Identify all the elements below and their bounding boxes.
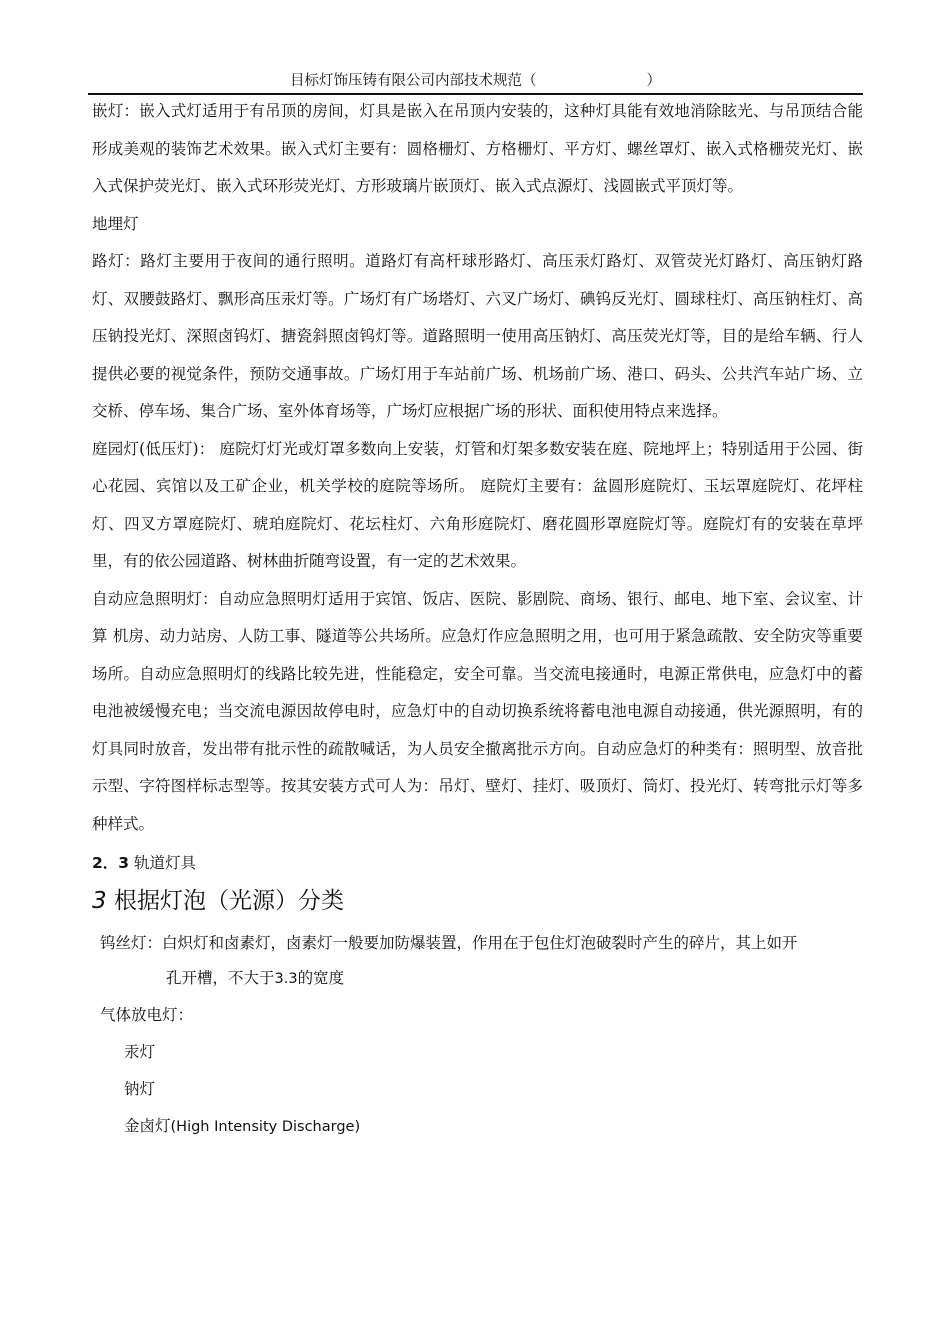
section-3-heading	[92, 882, 863, 920]
tungsten-line-2	[100, 961, 863, 997]
tungsten-line-2-num: 3.3	[274, 971, 298, 987]
section-2-3-heading	[92, 845, 863, 882]
list-item: 汞灯	[124, 1043, 156, 1061]
paragraph-buried-lights: 地埋灯	[92, 214, 139, 233]
document-body	[92, 93, 863, 1146]
metal-halide-label: 金卤灯	[124, 1117, 171, 1135]
page-header	[88, 69, 863, 95]
header-close-paren: ）	[646, 73, 661, 89]
paragraph-garden-lights: 庭园灯(低压灯)： 庭院灯灯光或灯罩多数向上安装，灯管和灯架多数安装在庭、院地坪上；特别适用于公园、街心花园、宾馆以及工矿企业，机关学校的庭院等场所。 庭院灯主要有：盆圆形庭院灯、玉坛罩庭院灯、花坪柱灯、四叉方罩庭院灯、琥珀庭院灯、花坛柱灯、六角形庭院灯、磨花圆形罩庭院灯等。庭院灯有的安装在草坪里，有的依公园道路、树林曲折随弯设置，有一定的艺术效果。	[92, 439, 863, 570]
tungsten-line-1: 钨丝灯：白炽灯和卤素灯，卤素灯一般要加防爆装置，作用在于包住灯泡破裂时产生的碎片，其上如开	[100, 934, 798, 952]
tungsten-line-2-pre: 孔开槽，不大于	[166, 969, 275, 987]
tungsten-lamp-block	[92, 926, 863, 997]
gas-discharge-label: 气体放电灯：	[100, 1006, 194, 1024]
list-item: 钠灯	[124, 1080, 156, 1098]
section-2-3-title: 轨道灯具	[129, 854, 197, 872]
paragraph-embedded-lights: 嵌灯：嵌入式灯适用于有吊顶的房间，灯具是嵌入在吊顶内安装的，这种灯具能有效地消除眩光、与吊顶结合能形成美观的装饰艺术效果。嵌入式灯主要有：圆格栅灯、方格栅灯、平方灯、螺丝罩灯、嵌入式格栅荧光灯、嵌入式保护荧光灯、嵌入式环形荧光灯、方形玻璃片嵌顶灯、嵌入式点源灯、浅圆嵌式平顶灯等。	[92, 102, 863, 195]
metal-halide-latin: (High Intensity Discharge)	[170, 1119, 361, 1135]
gas-discharge-block	[92, 997, 863, 1034]
section-2-3-number: 2．3	[92, 854, 130, 872]
list-item-metal-halide	[124, 1108, 863, 1146]
paragraph-emergency-lights: 自动应急照明灯：自动应急照明灯适用于宾馆、饭店、医院、影剧院、商场、银行、邮电、地下室、会议室、计算 机房、动力站房、人防工事、隧道等公共场所。应急灯作应急照明之用，也可用于紧急疏散、安全防灾等重要场所。自动应急照明灯的线路比较先进，性能稳定，安全可靠。当交流电接通时，电源正常供电，应急灯中的蓄电池被缓慢充电；当交流电源因故停电时，应急灯中的自动切换系统将蓄电池电源自动接通，供光源照明，有的灯具同时放音，发出带有批示性的疏散喊话，为人员安全撤离批示方向。自动应急灯的种类有：照明型、放音批示型、字符图样标志型等。按其安装方式可人为：吊灯、壁灯、挂灯、吸顶灯、筒灯、投光灯、转弯批示灯等多种样式。	[92, 589, 863, 833]
tungsten-line-2-post: 的宽度	[297, 969, 345, 987]
section-3-title: 根据灯泡（光源）分类	[106, 888, 344, 914]
header-title: 目标灯饰压铸有限公司内部技术规范（	[290, 73, 537, 89]
paragraph-street-lights: 路灯：路灯主要用于夜间的通行照明。道路灯有高杆球形路灯、高压汞灯路灯、双管荧光灯路灯、高压钠灯路灯、双腰鼓路灯、飘形高压汞灯等。广场灯有广场塔灯、六叉广场灯、碘钨反光灯、圆球柱灯、高压钠柱灯、高压钠投光灯、深照卤钨灯、搪瓷斜照卤钨灯等。道路照明一使用高压钠灯、高压荧光灯等，目的是给车辆、行人提供必要的视觉条件，预防交通事故。广场灯用于车站前广场、机场前广场、港口、码头、公共汽车站广场、立交桥、停车场、集合广场、室外体育场等，广场灯应根据广场的形状、面积使用特点来选择。	[92, 252, 863, 420]
gas-discharge-list	[92, 1034, 863, 1146]
section-3-number: 3	[92, 888, 107, 914]
